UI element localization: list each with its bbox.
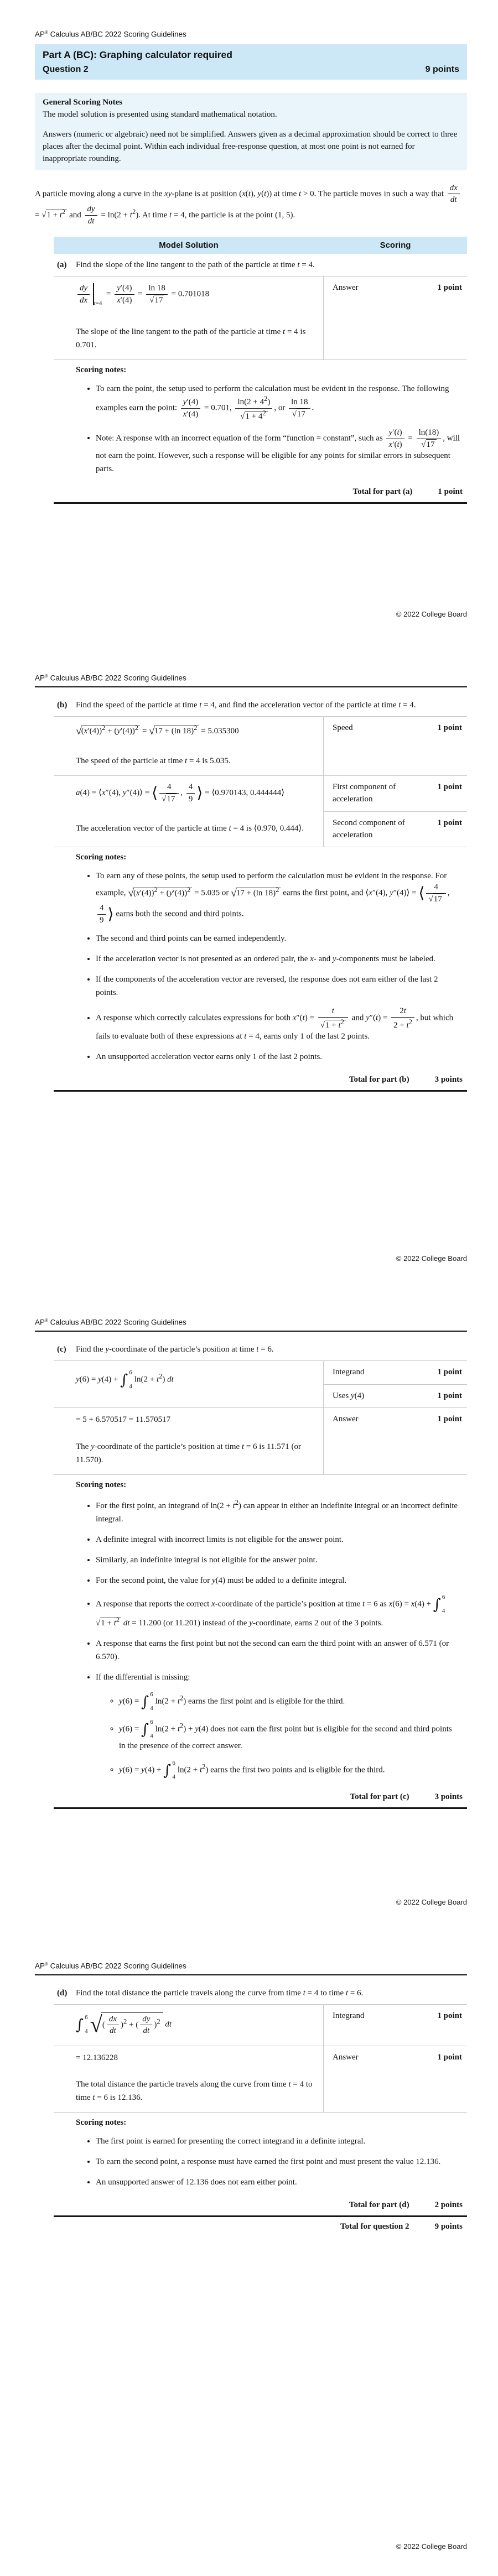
header-rule [35,1331,467,1332]
footer-copyright: © 2022 College Board [396,2542,467,2551]
scoring-points: 1 point [437,818,462,827]
page-1 [0,0,498,644]
scoring-notes-heading: Scoring notes: [76,2118,127,2127]
total-points: 2 points [434,2200,463,2210]
solution-conclusion: The slope of the line tangent to the path of the particle at time t = 4 is 0.701. [76,327,306,350]
part-b-question-row [54,694,467,717]
scoring-cell-group [324,776,467,847]
general-scoring-notes [35,93,467,170]
scoring-label: Speed [333,723,353,732]
solution-formula: a(4) = ⟨x″(4), y″(4)⟩ = ⟨ $\frac{4}{√17}$ , $\frac{4}{9}$ ⟩ = ⟨0.970143, 0.444444⟩ [76,783,285,804]
total-label: Total for question 2 [340,2222,409,2231]
total-label: Total for part (d) [349,2200,409,2210]
footer-copyright: © 2022 College Board [396,1898,467,1906]
table-col-scoring: Scoring [380,241,411,251]
scoring-cell [324,1384,467,1408]
scoring-points: 1 point [437,1367,462,1376]
scoring-notes-list [76,1497,460,1780]
scoring-cell-group [324,1361,467,1408]
question-total-row [54,2217,467,2231]
part-b-speed-row [54,717,467,776]
solution-conclusion: The speed of the particle at time t = 4 is 5.035. [76,757,231,766]
scoring-cell-group [324,717,467,776]
scoring-cell [324,2046,467,2069]
model-solution-cell [54,1408,324,1474]
general-notes-heading: General Scoring Notes [43,97,123,107]
part-d-question-row [54,1982,467,2005]
doc-header: AP® Calculus AB/BC 2022 Scoring Guidelines [35,1318,186,1327]
part-c-label: (c) [57,1344,66,1354]
scoring-points: 1 point [437,783,462,792]
model-solution-table [54,1338,467,1809]
scoring-points: 1 point [437,2011,462,2020]
note-item: • A response that earns the first point but not the second can earn the third point with an answer of 6.571 (or 6.570). [96,1637,460,1664]
solution-formula: ∫ 6 4 √( $\frac{dx}{dt}$ )$^2$ + ( $\frac{dy}{dt}$ )$^2$ dt [76,2011,172,2037]
model-solution-cell [54,2046,324,2113]
note-item: • If the components of the acceleration vector are reversed, the response does not earn either of the last 2 points. [96,973,460,999]
table-col-model-solution: Model Solution [159,241,219,251]
total-label: Total for part (a) [352,487,413,497]
model-solution-cell [54,776,324,847]
part-d-scoring-notes [54,2112,467,2198]
scoring-cell [324,717,467,740]
scoring-points: 1 point [437,723,462,732]
part-b-scoring-notes [54,847,467,1073]
part-b-acceleration-row [54,775,467,847]
note-item: • Note: A response with an incorrect equation of the form “function = constant”, such as $\frac{y'(t)}{x'(t)}$ = $\frac{\ln(18)}{√17}$ , will not earn the point. However, such a response will be eligible for any points for similar errors in subsequent parts. [96,428,460,476]
part-d-label: (d) [57,1988,68,1998]
footer-copyright: © 2022 College Board [396,1254,467,1263]
doc-header: AP® Calculus AB/BC 2022 Scoring Guidelines [35,30,186,39]
scoring-notes-heading: Scoring notes: [76,366,127,375]
note-item: • The second and third points can be earned independently. [96,932,460,945]
total-points: 3 points [434,1792,463,1801]
sub-notes-list [96,1692,460,1780]
part-d-answer-row [54,2046,467,2113]
scoring-label: Integrand [333,1367,365,1376]
part-c-answer-row [54,1407,467,1474]
doc-header: AP® Calculus AB/BC 2022 Scoring Guidelines [35,1962,186,1970]
model-solution-cell [54,1361,324,1408]
part-a-scoring-notes [54,359,467,485]
scoring-notes-list [76,869,460,1063]
part-a-label: (a) [57,260,67,270]
note-text: If the differential is missing: [96,1672,190,1682]
scoring-cell [324,776,467,811]
note-item: • If the acceleration vector is not presented as an ordered pair, the x- and y-components must be labeled. [96,952,460,966]
note-item: • A response that reports the correct x-coordinate of the particle’s position at time t = 6 as x(6) = x(4) + ∫ 6 4 $√1 + t^2$ dt = 11.200 (or 11.201) instead of the y-coordinate, earns 2 out of the 3 points. [96,1594,460,1630]
model-solution-table [54,237,467,504]
scoring-points: 1 point [437,283,462,293]
scoring-cell [324,811,467,847]
solution-formula: $√(x'(4))^2 + (y'(4))^2 = √17 + (\ln$ 18)$^2$ = 5.035300 [76,723,239,737]
problem-statement: A particle moving along a curve in the xy-plane is at position (x(t), y(t)) at time t > 0. The particle moves in such a way that $\frac{dx}{dt}$ = $√1 + t^2$ and $\frac{dy}{dt}$ = $\ln(2 + t^2)$. At time t = 4, the particle is at the point (1, 5). [35,184,467,226]
scoring-cell-group [324,277,467,359]
scoring-points: 1 point [437,2052,462,2062]
scoring-label: First component of acceleration [333,783,396,804]
part-a-question-row [54,254,467,277]
part-c-integral-row [54,1361,467,1408]
doc-header: AP® Calculus AB/BC 2022 Scoring Guidelines [35,674,186,682]
general-notes-paragraph: Answers (numeric or algebraic) need not be simplified. Answers given as a decimal approximation should be correct to three places after the decimal point. Within each individual free-response question, at most one point is not earned for inappropriate rounding. [43,129,458,163]
scoring-cell-group [324,2046,467,2113]
solution-formula: y(6) = y(4) + ∫ 6 4 $\ln(2 + t^2)$ dt [76,1369,174,1390]
header-rule [35,1974,467,1975]
part-d-integral-row [54,2005,467,2046]
model-solution-cell [54,717,324,776]
part-b-question: Find the speed of the particle at time t = 4, and find the acceleration vector of the particle at time t = 4. [76,700,416,710]
note-item: • The first point is earned for presenting the correct integrand in a definite integral. [96,2135,460,2148]
page-3 [0,1288,498,1932]
scoring-points: 1 point [437,1391,462,1400]
solution-formula: = 5 + 6.570517 = 11.570517 [76,1415,171,1425]
solution-formula: = 12.136228 [76,2053,118,2062]
part-b-total-row [54,1073,467,1092]
scoring-label: Second component of acceleration [333,818,405,839]
question-banner [35,44,467,80]
total-label: Total for part (b) [349,1075,409,1084]
note-item: • An unsupported acceleration vector earns only 1 of the last 2 points. [96,1050,460,1063]
scoring-notes-list [76,2135,460,2189]
scoring-notes-heading: Scoring notes: [76,853,127,862]
scoring-label: Answer [333,283,359,293]
scoring-notes-heading: Scoring notes: [76,1480,127,1489]
total-points: 3 points [434,1075,463,1084]
model-solution-table [54,1982,467,2232]
page-2 [0,644,498,1288]
note-item: • An unsupported answer of 12.136 does not earn either point. [96,2176,460,2189]
note-item: • A response which correctly calculates expressions for both x″(t) = $\frac{t}{√1 + t^2}$ and y″(t) = $\frac{2t}{2 + t^2}$ , but which fails to evaluate both of these expressions at t = 4, earns only 1 of the last 2 points. [96,1007,460,1043]
part-d-total-row [54,2198,467,2217]
scoring-cell-group [324,1408,467,1474]
scoring-label: Answer [333,2052,359,2062]
note-item: • Similarly, an indefinite integral is not eligible for the answer point. [96,1553,460,1567]
footer-copyright: © 2022 College Board [396,610,467,618]
total-points: 9 points [434,2222,463,2231]
model-solution-table [54,694,467,1092]
part-c-question-row [54,1338,467,1361]
scoring-cell [324,2005,467,2028]
solution-formula: $\frac{dy}{dx}$ $_{t=4}$ = $\frac{y'(4)}{x'(4)}$ = $\frac{\ln 18}{√17}$ = 0.701018 [76,283,317,307]
sub-note-item: ◦ y(6) = y(4) + ∫ 6 4 $\ln(2 + t^2)$ earns the first two points and is eligible for the third. [119,1760,460,1780]
note-item: • For the first point, an integrand of $\ln(2 + t^2)$ can appear in either an indefinite integral or an incorrect definite integral. [96,1497,460,1526]
scoring-cell [324,1408,467,1431]
banner-question-label: Question 2 [43,64,89,74]
general-notes-paragraph: The model solution is presented using standard mathematical notation. [43,109,277,119]
model-solution-cell [54,277,324,359]
part-a-solution-row [54,277,467,359]
solution-conclusion: The total distance the particle travels along the curve from time t = 4 to time t = 6 is 12.136. [76,2080,313,2103]
total-label: Total for part (c) [350,1792,409,1801]
part-b-label: (b) [57,700,68,710]
scoring-label: Integrand [333,2011,365,2020]
banner-part-title: Part A (BC): Graphing calculator required [43,49,232,60]
model-solution-cell [54,2005,324,2046]
scoring-label: Answer [333,1415,359,1424]
scoring-cell-group [324,2005,467,2046]
solution-conclusion: The acceleration vector of the particle at time t = 4 is ⟨0.970, 0.444⟩. [76,823,304,833]
note-item: • To earn the point, the setup used to perform the calculation must be evident in the response. The following examples earn the point: $\frac{y'(4)}{x'(4)}$ = 0.701, $\frac{\ln(2 + 4^2)}{√1 + 4^2}$ , or $\frac{\ln 18}{√17}$ . [96,382,460,421]
header-rule [35,686,467,687]
part-a-question: Find the slope of the line tangent to the path of the particle at time t = 4. [76,260,315,270]
scoring-label: Uses y(4) [333,1391,365,1400]
total-points: 1 point [438,487,463,497]
page-4 [0,1932,498,2576]
sub-note-item: ◦ y(6) = ∫ 6 4 $\ln(2 + t^2)$ earns the first point and is eligible for the third. [119,1692,460,1712]
note-item: • A definite integral with incorrect limits is not eligible for the answer point. [96,1533,460,1546]
note-item: • For the second point, the value for y(4) must be added to a definite integral. [96,1574,460,1587]
part-c-question: Find the y-coordinate of the particle’s position at time t = 6. [76,1344,274,1354]
note-item: • To earn any of these points, the setup used to perform the calculation must be evident in the response. For example, $√(x'(4))^2 + (y'(4))^2 = 5.035$ or √17 + (ln 18)$^2$ earns the first point, and ⟨x″(4), y″(4)⟩ = ⟨ $\frac{4}{√17}$ , $\frac{4}{9}$ ⟩ earns both the second and third points. [96,869,460,925]
solution-conclusion: The y-coordinate of the particle’s position at time t = 6 is 11.571 (or 11.570). [76,1442,301,1464]
scoring-cell [324,277,467,300]
part-c-scoring-notes [54,1474,467,1790]
sub-note-item: ◦ y(6) = ∫ 6 4 $\ln(2 + t^2) + y(4)$ does not earn the first point but is eligible for the second and third points in the presence of the correct answer. [119,1719,460,1753]
note-item [96,1671,460,1780]
table-header-row [54,237,467,254]
part-c-total-row [54,1790,467,1809]
scoring-notes-list [76,382,460,476]
note-item: • To earn the second point, a response must have earned the first point and must present the value 12.136. [96,2155,460,2168]
scoring-cell [324,1361,467,1384]
banner-question-row [43,65,459,75]
part-d-question: Find the total distance the particle travels along the curve from time t = 4 to time t = 6. [76,1988,364,1998]
part-a-total-row [54,485,467,504]
banner-points-label: 9 points [425,64,459,74]
scoring-points: 1 point [437,1415,462,1424]
